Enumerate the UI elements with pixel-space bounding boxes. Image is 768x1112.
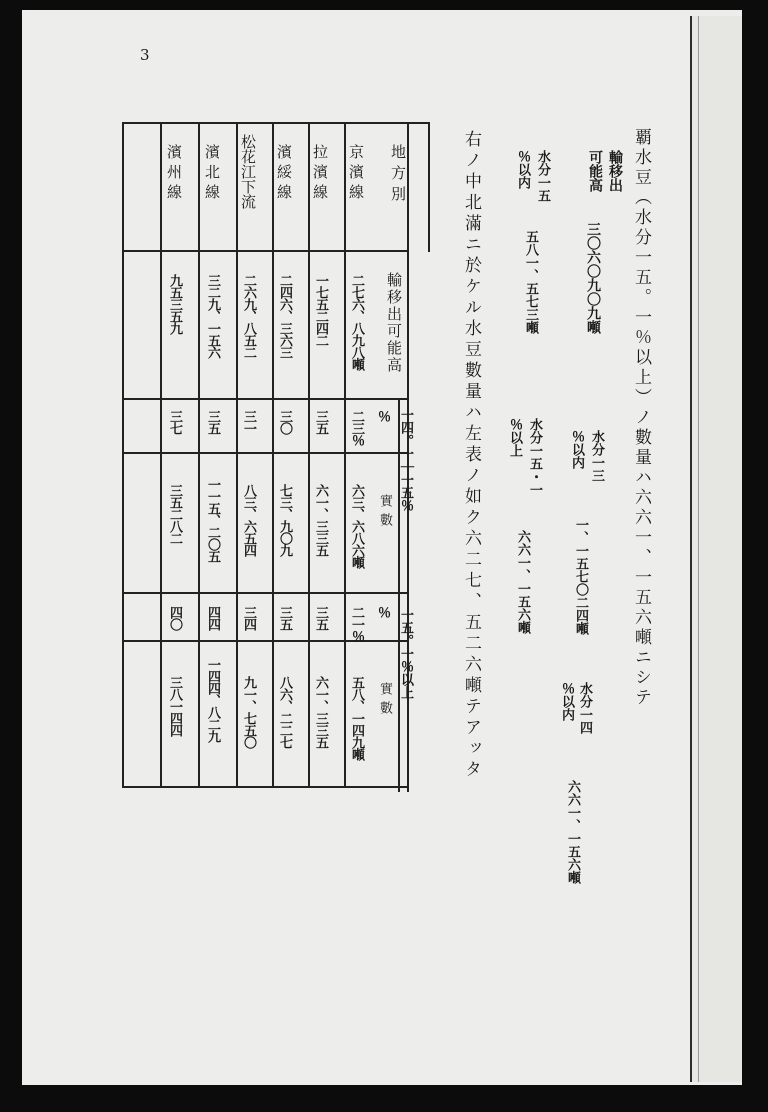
table-cell-pct2: 三五 bbox=[313, 606, 328, 630]
bracket-label: 輸移出 bbox=[607, 150, 623, 192]
amount-value: 六六一、一五六噸 bbox=[515, 530, 530, 634]
table-cell-pct1: 三一 bbox=[241, 410, 256, 434]
table-row-region: 京濱線 bbox=[347, 144, 365, 204]
column-header-capacity: 輸移出可能高 bbox=[385, 272, 403, 374]
summary-text: 右ノ中北滿ニ於ケル水豆數量ハ左表ノ如ク六二七、五二六噸テアッタ bbox=[461, 130, 481, 781]
amount-value: 三〇六〇九〇九噸 bbox=[585, 222, 601, 334]
amount-value: 一、一五七〇二四噸 bbox=[573, 518, 588, 635]
table-cell-qty1: 八三、六五四 bbox=[241, 484, 256, 556]
page-number: 3 bbox=[140, 46, 150, 64]
table-cell-qty1: 一一五、二〇五 bbox=[205, 478, 220, 562]
data-table bbox=[122, 122, 428, 792]
table-cell-pct1: 三七 bbox=[167, 410, 182, 434]
group-header-1: 一四。一｜一五％ bbox=[398, 408, 413, 512]
bracket-label: ％以内 bbox=[515, 150, 530, 189]
book-spine-edge bbox=[690, 16, 742, 1082]
percent-label: ％ bbox=[375, 410, 390, 422]
column-header-region: 地方別 bbox=[389, 144, 407, 207]
table-cell-pct1: 三〇 bbox=[277, 410, 292, 434]
bracket-label: ％以内 bbox=[559, 682, 574, 721]
bracket-label: 水分一五・一 bbox=[527, 418, 542, 496]
table-cell-qty1: 六三、六八六噸 bbox=[349, 484, 364, 568]
bracket-label: 水分一五 bbox=[535, 150, 550, 202]
table-row-region: 濱北線 bbox=[203, 144, 221, 204]
table-cell-qty2: 八六、二二七 bbox=[277, 676, 292, 748]
table-cell-qty1: 三五二八二 bbox=[167, 484, 182, 544]
table-cell-pct1: 三五 bbox=[205, 410, 220, 434]
table-cell-qty1: 六一、三三五 bbox=[313, 484, 328, 556]
group-header-2: 一五。一％以上 bbox=[398, 608, 413, 699]
table-row-region: 拉濱線 bbox=[311, 144, 329, 204]
table-cell-qty2: 三八一四四 bbox=[167, 676, 182, 736]
table-row-region: 松花江下流 bbox=[239, 134, 257, 209]
table-cell-pct2: 四四 bbox=[205, 606, 220, 630]
table-cell-qty2: 一四四、八二九 bbox=[205, 658, 220, 742]
table-cell-pct1: 二三％ bbox=[349, 410, 364, 446]
bracket-label: 水分一三 bbox=[589, 430, 604, 482]
table-cell-capacity: 二四六、三六三 bbox=[277, 274, 292, 358]
table-cell-qty2: 九一、七五〇 bbox=[241, 676, 256, 748]
table-cell-capacity: 一七五二四二 bbox=[313, 274, 328, 346]
table-cell-pct2: 三五 bbox=[277, 606, 292, 630]
heading-line: 覇水豆（水分一五。一％以上）ノ數量ハ六六一、一五六噸ニシテ bbox=[631, 128, 651, 708]
quantity-label: 實數 bbox=[377, 682, 392, 720]
table-cell-qty2: 五八、一四九噸 bbox=[349, 676, 364, 760]
table-cell-pct1: 三五 bbox=[313, 410, 328, 434]
bracket-label: 水分一四 bbox=[577, 682, 592, 734]
bracket-label: 可能高 bbox=[587, 150, 603, 192]
bracket-label: ％以内 bbox=[569, 430, 584, 469]
percent-label: ％ bbox=[375, 606, 390, 618]
table-cell-pct2: 四〇 bbox=[167, 606, 182, 630]
table-cell-qty1: 七三、九〇九 bbox=[277, 484, 292, 556]
table-row-region: 濱綏線 bbox=[275, 144, 293, 204]
table-cell-capacity: 二六九、八五二 bbox=[241, 274, 256, 358]
table-cell-capacity: 三二九、一五六 bbox=[205, 274, 220, 358]
amount-value: 六六一、一五六噸 bbox=[565, 780, 580, 884]
table-cell-capacity: 九五三五九 bbox=[167, 274, 182, 334]
table-cell-qty2: 六一、三三五 bbox=[313, 676, 328, 748]
quantity-label: 實數 bbox=[377, 494, 392, 532]
table-row-region: 濱州線 bbox=[165, 144, 183, 204]
table-cell-pct2: 三四 bbox=[241, 606, 256, 630]
bracket-label: ％以上 bbox=[507, 418, 522, 457]
table-cell-pct2: 二一％ bbox=[349, 606, 364, 642]
amount-value: 五八一、五七三噸 bbox=[523, 230, 538, 334]
table-cell-capacity: 二七六、八九八噸 bbox=[349, 274, 364, 370]
